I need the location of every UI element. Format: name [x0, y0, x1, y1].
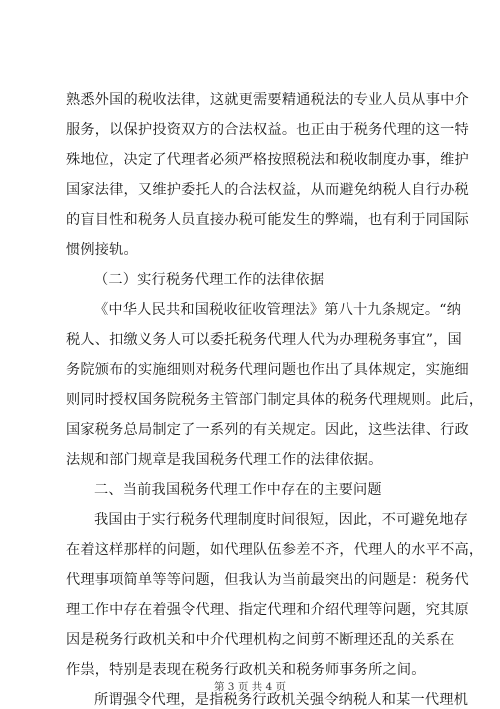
- body-text-line: 在着这样那样的问题，如代理队伍参差不齐，代理人的水平不高，: [66, 542, 484, 558]
- body-text-line: 作祟，特别是表现在税务行政机关和税务师事务所之间。: [66, 662, 426, 678]
- body-text-line: 税人、扣缴义务人可以委托税务代理人代为办理税务事宜”，国: [66, 332, 462, 348]
- body-text-line: 代理事项简单等等问题，但我认为当前最突出的问题是：税务代: [66, 572, 469, 588]
- body-text-line: 因是税务行政机关和中介代理机构之间剪不断理还乱的关系在: [66, 632, 455, 648]
- body-text-line: 法规和部门规章是我国税务代理工作的法律依据。: [66, 452, 383, 468]
- body-text-line: 则同时授权国务院税务主管部门制定具体的税务代理规则。此后，: [66, 392, 484, 408]
- body-text-line: 的盲目性和税务人员直接办税可能发生的弊端，也有利于同国际: [66, 212, 469, 228]
- body-text-line: 国家法律，又维护委托人的合法权益，从而避免纳税人自行办税: [66, 182, 469, 198]
- body-text-line: 国家税务总局制定了一系列的有关规定。因此，这些法律、行政: [66, 422, 469, 438]
- body-text-line: 殊地位，决定了代理者必须严格按照税法和税收制度办事，维护: [66, 152, 469, 168]
- page-footer: 第 3 页 共 4 页: [213, 681, 287, 693]
- body-text-line: 务院颁布的实施细则对税务代理问题也作出了具体规定，实施细: [66, 362, 469, 378]
- body-text-line: 服务，以保护投资双方的合法权益。也正由于税务代理的这一特: [66, 122, 469, 138]
- body-text-line: 我国由于实行税务代理制度时间很短，因此，不可避免地存: [94, 512, 469, 528]
- section-heading: 二、当前我国税务代理工作中存在的主要问题: [94, 482, 382, 498]
- body-text-line: 惯例接轨。: [66, 242, 138, 258]
- body-text-line: 所谓强令代理，是指税务行政机关强令纳税人和某一代理机: [94, 692, 469, 708]
- section-heading: （二）实行税务代理工作的法律依据: [94, 272, 325, 288]
- body-text-line: 熟悉外国的税收法律，这就更需要精通税法的专业人员从事中介: [66, 92, 469, 108]
- body-text-line: 《中华人民共和国税收征收管理法》第八十九条规定。“纳: [94, 302, 462, 318]
- body-text-line: 理工作中存在着强令代理、指定代理和介绍代理等问题，究其原: [66, 602, 469, 618]
